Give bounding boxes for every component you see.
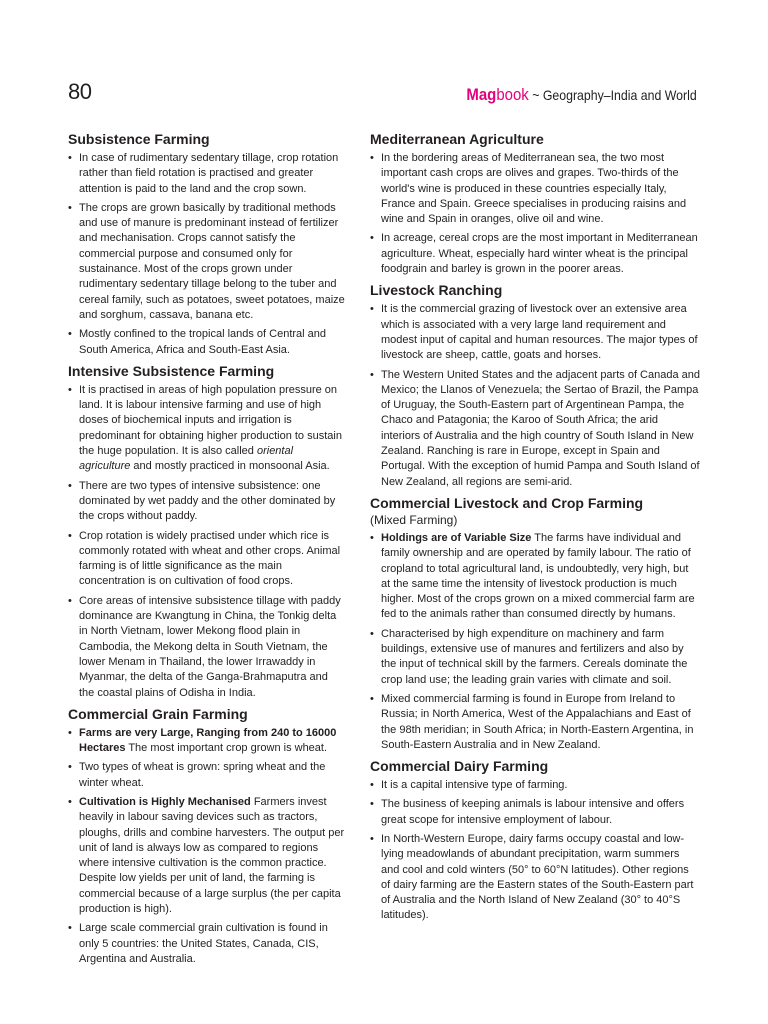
page-number: 80 (68, 79, 92, 104)
section-commercial-dairy-farming (370, 757, 700, 924)
bullet-icon: • (68, 201, 72, 214)
bullet-icon: • (370, 152, 374, 164)
list-item: • Cultivation is Highly Mechanised Farmers invest heavily in labour saving devices such as tractors, ploughs, drills and combine harvesters. The output per unit of land is always low as compared to regions where intensive cultivation is the common practice. Despite low yields per unit of land, the farming is commercial because of a large surplus (the per capita production is high). (68, 795, 345, 916)
bullet-icon: • (370, 232, 374, 245)
section-intensive-subsistence-farming (68, 362, 346, 701)
bullet-icon: • (370, 303, 374, 316)
brand-book: book (496, 85, 530, 104)
list-item: • In North-Western Europe, dairy farms occupy coastal and low-lying meadowlands of abundant precipitation, warm summers and cool and cold winters (50° to 60°N latitudes). Other regions of dairy farming are the Eastern states of the South-Eastern part of Australia and the North Island of New Zealand (30° to 40°S latitudes). (370, 832, 694, 922)
bullet-list (370, 778, 700, 924)
left-column (68, 130, 346, 971)
bullet-icon: • (68, 383, 72, 396)
bullet-list (370, 531, 700, 753)
bullet-icon: • (370, 779, 374, 792)
list-item: • In acreage, cereal crops are the most important in Mediterranean agriculture. Wheat, especially hard winter wheat is the principal foodgrain and barley is grown in the poorer areas. (370, 232, 698, 276)
section-heading: Intensive Subsistence Farming (68, 362, 275, 379)
bullet-icon: • (370, 627, 374, 640)
section-heading: Commercial Livestock and Crop Farming (370, 494, 644, 511)
bullet-icon: • (370, 832, 374, 845)
section-heading: Livestock Ranching (370, 282, 503, 299)
lead-phrase: Holdings are of Variable Size (381, 531, 532, 544)
section-heading: Commercial Dairy Farming (370, 758, 549, 775)
list-item: • Large scale commercial grain cultivation is found in only 5 countries: the United States, Canada, CIS, Argentina and Australia. (68, 922, 328, 965)
bullet-list (68, 383, 346, 701)
list-item: • It is a capital intensive type of farming. (370, 778, 700, 793)
list-item: • The crops are grown basically by traditional methods and use of manure is predominant instead of fertilizer and mechanisation. Crops cannot satisfy the commercial purpose and consumed only for sustainance. Most of the crops grown under rudimentary sedentary tillage belong to the tuber and cereal family, such as potatoes, sweet potatoes, maize and sorghum, cassava, banana etc. (68, 201, 345, 321)
list-item: • Characterised by high expenditure on machinery and farm buildings, extensive use of manures and fertilizers and also by the input of technical skill by the farmers. Cereals dominate the crop land use; the leading grain varies with climate and soil. (370, 627, 688, 686)
bullet-list (68, 726, 346, 967)
section-heading: Commercial Grain Farming (68, 705, 248, 722)
bullet-icon: • (370, 798, 374, 811)
section-livestock-ranching (370, 281, 700, 490)
bullet-icon: • (68, 529, 72, 542)
list-item: • Mixed commercial farming is found in Europe from Ireland to Russia; in North America, West of the Appalachians and East of the 98th meridian; in South Africa; in North-Eastern Argentina, in South-Eastern Australia and in New Zealand. (370, 692, 694, 751)
bullet-icon: • (68, 328, 72, 341)
bullet-icon: • (68, 594, 72, 607)
bullet-icon: • (68, 152, 72, 164)
bullet-icon: • (370, 531, 374, 544)
brand-mag: Mag (466, 85, 497, 104)
bullet-icon: • (370, 692, 374, 705)
bullet-list (68, 151, 346, 358)
emphasis-term: oriental agriculture (79, 445, 294, 473)
bullet-icon: • (68, 479, 72, 492)
bullet-icon: • (68, 726, 72, 739)
section-heading: Mediterranean Agriculture (370, 131, 544, 147)
running-head (467, 86, 697, 104)
bullet-icon: • (68, 795, 72, 808)
bullet-list (370, 302, 700, 490)
section-subsistence-farming (68, 130, 346, 358)
list-item: • It is practised in areas of high population pressure on land. It is labour intensive farming and use of high doses of biochemical inputs and irrigation is predominant for obtaining higher production to sustain the huge population. It is also called oriental agriculture and mostly practiced in monsoonal Asia. (68, 383, 342, 473)
list-item: • It is the commercial grazing of livestock over an extensive area which is associated with a very large land requirement and modest input of capital and human resources. The major types of livestock are sheep, cattle, goats and horses. (370, 303, 698, 362)
right-column (370, 130, 700, 928)
bullet-icon: • (370, 368, 374, 381)
list-item: • Two types of wheat is grown: spring wheat and the winter wheat. (68, 761, 326, 789)
list-item: • In the bordering areas of Mediterranean sea, the two most important cash crops are olives and grapes. Two-thirds of the world's wine is produced in these countries especially Italy, France and Spain. Greece specialises in producing raisins and wine and Spain in oranges, olive oil and wine. (370, 152, 687, 226)
list-item: • The business of keeping animals is labour intensive and offers great scope for intensive employment of labour. (370, 798, 685, 826)
book-subtitle: ~ Geography–India and World (529, 87, 697, 103)
bullet-icon: • (68, 761, 72, 774)
list-item: • The Western United States and the adjacent parts of Canada and Mexico; the Llanos of Venezuela; the Sertao of Brazil, the Pampa of Uruguay, the South-Eastern part of Argentinean Pampa, the Chaco and Patagonia; the Karoo of South Africa; the arid interiors of Australia and the high country of South Island in New Zealand. Ranching is rare in Europe, except in Spain and Portugal. With the exception of humid Pampa and South Island of New Zealand, all regions are semi-arid. (370, 368, 700, 488)
list-item: • Core areas of intensive subsistence tillage with paddy dominance are Kwangtung in China, the Tonkig delta in North Vietnam, lower Mekong flood plain in Cambodia, the Mekong delta in South Vietnam, the lower Menam in Thailand, the lower Irrawaddy in Myanmar, the delta of the Ganga-Brahmaputra and the coastal plains of Odisha in India. (68, 594, 341, 699)
bullet-list (370, 151, 700, 277)
bullet-icon: • (68, 922, 72, 935)
section-subtitle: (Mixed Farming) (370, 512, 458, 527)
list-item: • There are two types of intensive subsistence: one dominated by wet paddy and the other dominated by the crops without paddy. (68, 479, 336, 523)
section-mixed-farming (370, 494, 700, 753)
section-heading: Subsistence Farming (68, 131, 210, 147)
list-item: • Mostly confined to the tropical lands of Central and South America, Africa and South-East Asia. (68, 328, 327, 356)
list-item: • Crop rotation is widely practised under which rice is commonly rotated with wheat and other crops. Animal farming is of little significance as the main concentration is on cultivation of food crops. (68, 529, 341, 588)
list-item: • Holdings are of Variable Size The farms have individual and family ownership and are operated by family labour. The ratio of cropland to total agricultural land, is undoubtedly, very high, but at the same time the intensity of livestock production is much higher. Most of the crops grown on a mixed commercial farm are fed to the animals rather than consumed directly by humans. (370, 531, 695, 621)
lead-phrase: Cultivation is Highly Mechanised (79, 795, 251, 808)
list-item: • In case of rudimentary sedentary tillage, crop rotation rather than field rotation is practised and greater attention is paid to the land and the crop sown. (68, 152, 339, 195)
list-item: • Farms are very Large, Ranging from 240 to 16000 Hectares The most important crop grown is wheat. (68, 726, 337, 755)
section-commercial-grain-farming (68, 705, 346, 967)
lead-phrase: Farms are very Large, Ranging from 240 to 16000 Hectares (79, 726, 337, 755)
section-mediterranean-agriculture (370, 130, 700, 277)
